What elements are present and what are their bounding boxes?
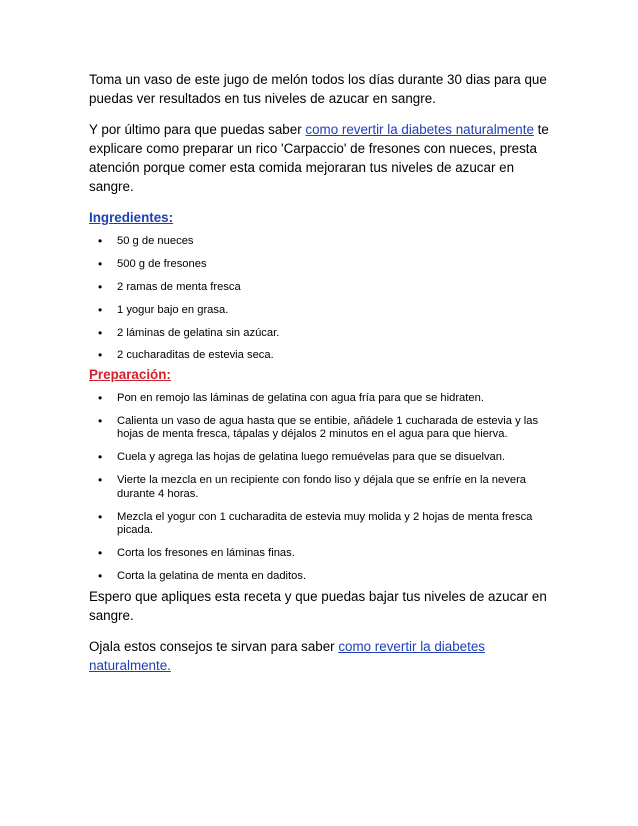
list-item (89, 327, 559, 341)
intro-paragraph-2-tail: te explicare como preparar un rico 'Carpaccio' de fresones con nueces, presta atención porque comer esta comida mejoraran tus niveles de azucar en sangre. (89, 122, 549, 194)
outro-paragraph-2 (89, 637, 559, 675)
ingredient-text: 2 cucharaditas de estevia seca. (117, 349, 274, 362)
bullet-icon: • (98, 302, 103, 317)
intro-paragraph-2 (89, 120, 559, 196)
outro-paragraph-2-lead: Ojala estos consejos te sirvan para saber (89, 638, 339, 654)
list-item (89, 392, 559, 406)
list-item (89, 258, 559, 272)
step-text: Vierte la mezcla en un recipiente con fondo liso y déjala que se enfríe en la nevera durante 4 horas. (117, 474, 527, 500)
preparation-heading: Preparación: (89, 366, 171, 382)
list-item (89, 474, 559, 501)
bullet-icon: • (98, 509, 103, 524)
document-page (89, 70, 559, 687)
intro-paragraph-2-lead: Y por último para que puedas saber (89, 122, 306, 137)
ingredient-text: 50 g de nueces (117, 235, 194, 247)
preparation-steps-list (89, 392, 559, 584)
bullet-icon: • (98, 325, 103, 340)
list-item (89, 415, 559, 442)
bullet-icon: • (98, 413, 103, 428)
list-item (89, 281, 559, 295)
ingredient-text: 500 g de fresones (117, 257, 207, 270)
list-item (89, 349, 559, 363)
revertir-diabetes-link-1[interactable]: como revertir la diabetes naturalmente (305, 122, 534, 137)
intro-paragraph-1: Toma un vaso de este jugo de melón todos los días durante 30 dias para que puedas ver resultados en tus niveles de azucar en sangre. (89, 72, 547, 106)
list-item (89, 304, 559, 318)
list-item (89, 235, 559, 249)
outro-paragraph-1: Espero que apliques esta receta y que puedas bajar tus niveles de azucar en sangre. (89, 588, 547, 623)
bullet-icon: • (98, 569, 103, 584)
ingredient-text: 1 yogur bajo en grasa. (117, 303, 229, 316)
ingredients-heading: Ingredientes: (89, 210, 174, 225)
list-item (89, 511, 559, 538)
ingredients-list (89, 235, 559, 363)
bullet-icon: • (98, 279, 103, 294)
step-text: Pon en remojo las láminas de gelatina con agua fría para que se hidraten. (117, 391, 484, 404)
bullet-icon: • (98, 348, 103, 363)
bullet-icon: • (98, 390, 103, 405)
revertir-diabetes-link-2[interactable]: como revertir la diabetes naturalmente. (89, 638, 485, 673)
bullet-icon: • (98, 450, 103, 465)
ingredient-text: 2 láminas de gelatina sin azúcar. (117, 326, 280, 339)
bullet-icon: • (98, 234, 103, 248)
ingredient-text: 2 ramas de menta fresca (117, 280, 241, 293)
step-text: Mezcla el yogur con 1 cucharadita de estevia muy molida y 2 hojas de menta fresca picada. (117, 510, 533, 537)
list-item (89, 547, 559, 561)
step-text: Corta los fresones en láminas finas. (117, 547, 295, 560)
bullet-icon: • (98, 256, 103, 271)
step-text: Calienta un vaso de agua hasta que se entibie, añádele 1 cucharada de estevia y las hojas de menta fresca, tápalas y déjalos 2 minutos en el agua para que hierva. (117, 414, 539, 441)
step-text: Cuela y agrega las hojas de gelatina luego remuévelas para que se disuelvan. (117, 451, 506, 464)
bullet-icon: • (98, 473, 103, 488)
step-text: Corta la gelatina de menta en daditos. (117, 570, 307, 583)
list-item (89, 451, 559, 465)
bullet-icon: • (98, 546, 103, 561)
list-item (89, 570, 559, 584)
